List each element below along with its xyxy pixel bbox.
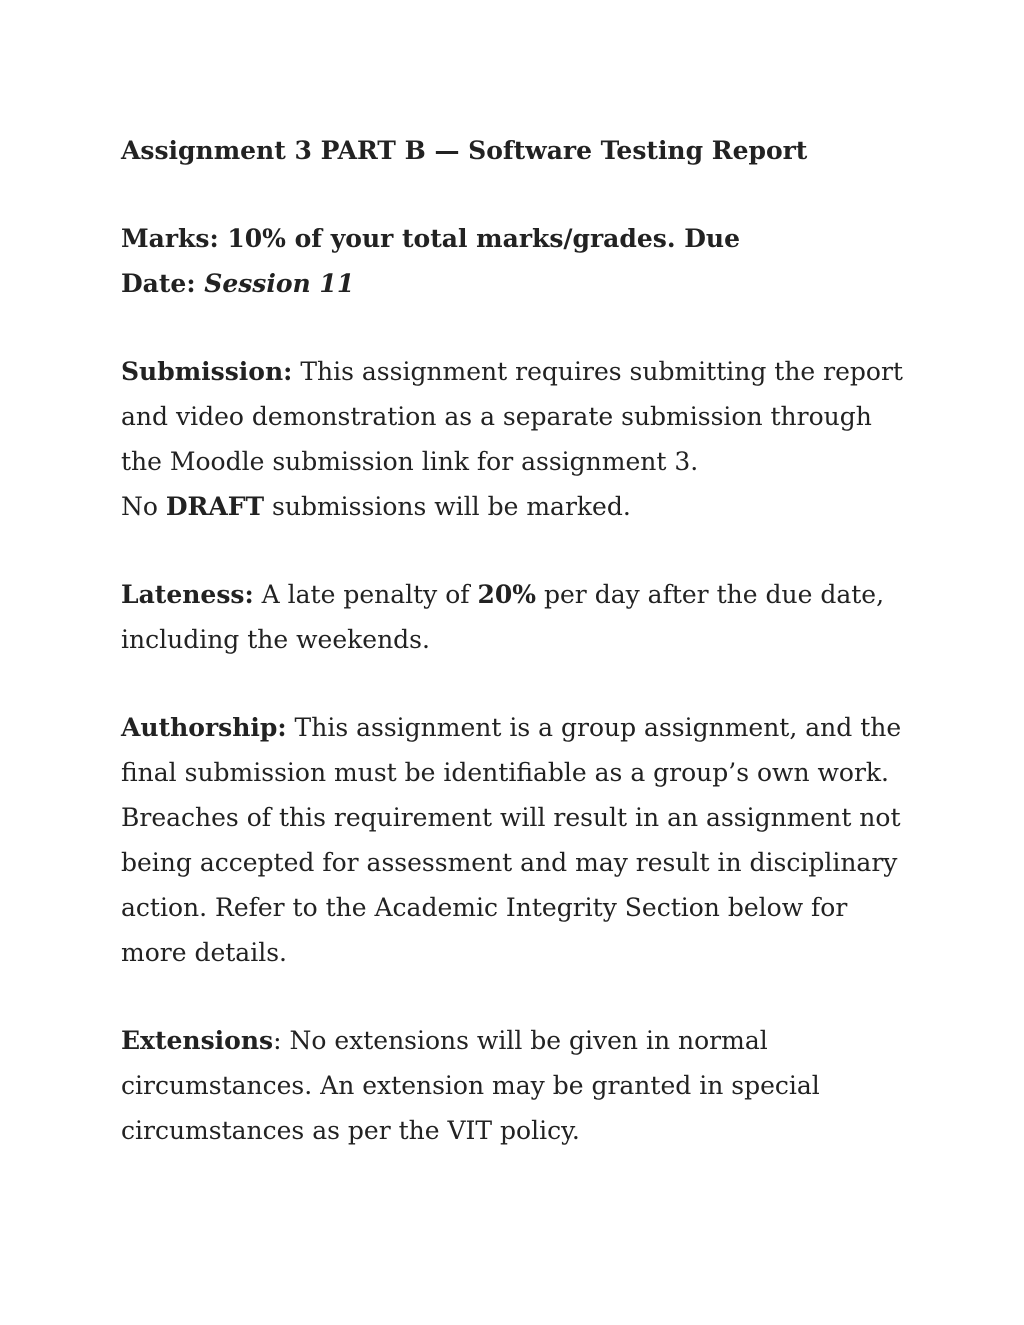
lateness-label: Lateness:: [121, 580, 254, 609]
marks-section: [121, 216, 911, 306]
extensions-label: Extensions: [121, 1026, 274, 1055]
lateness-text-before: A late penalty of: [253, 580, 478, 609]
authorship-text: This assignment is a group assignment, and the final submission must be identifiable as a group’s own work. Breaches of this requirement will result in an assignment not being accepted for assessment and may result in disciplinary action. Refer to the Academic Integrity Section below for more details.: [121, 713, 902, 967]
lateness-penalty: 20%: [477, 580, 537, 609]
due-date-line: [121, 261, 911, 306]
draft-word: DRAFT: [165, 492, 265, 521]
due-date-value: Session 11: [204, 269, 355, 298]
draft-suffix: submissions will be marked.: [264, 492, 631, 521]
lateness-text-after: per day after the due date, including the weekends.: [121, 580, 885, 654]
due-date-label: Date:: [121, 269, 205, 298]
document-page: [121, 128, 911, 1196]
submission-text: This assignment requires submitting the report and video demonstration as a separate submission through the Moodle submission link for assignment 3.: [121, 357, 903, 476]
submission-label: Submission:: [121, 357, 293, 386]
extensions-section: [121, 1018, 911, 1153]
authorship-label: Authorship:: [121, 713, 287, 742]
marks-line: Marks: 10% of your total marks/grades. Due: [121, 224, 741, 253]
draft-prefix: No: [121, 492, 166, 521]
authorship-section: [121, 705, 911, 975]
submission-section: [121, 349, 911, 529]
draft-note: [121, 484, 911, 529]
lateness-section: [121, 572, 911, 662]
document-title: Assignment 3 PART B — Software Testing Report: [121, 136, 808, 165]
extensions-text: : No extensions will be given in normal circumstances. An extension may be granted in special circumstances as per the VIT policy.: [121, 1026, 820, 1145]
